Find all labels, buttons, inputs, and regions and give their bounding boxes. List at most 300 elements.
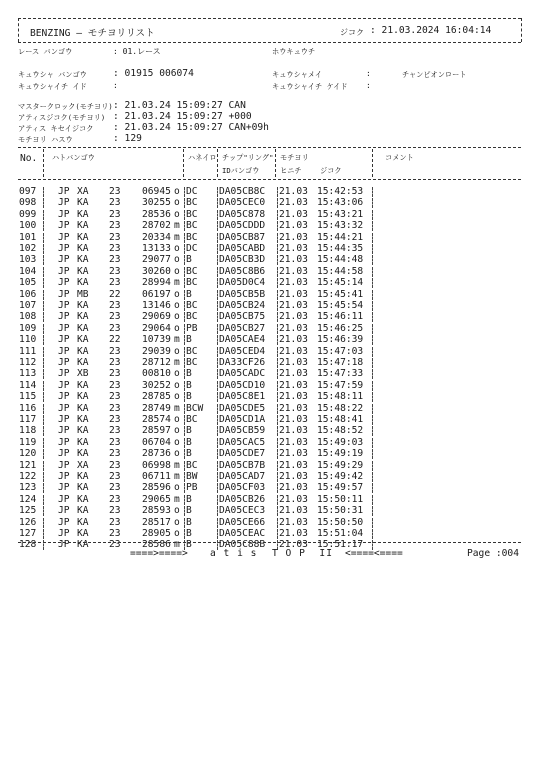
cell-date: 21.03: [279, 197, 308, 209]
cell-no: 128: [19, 539, 37, 551]
col-color-header: ハネイロ: [188, 153, 217, 162]
cell-date: 21.03: [279, 425, 308, 437]
loft-latitude-colon: :: [113, 81, 118, 90]
cell-chip-id: DA05D0C4: [219, 277, 266, 289]
cell-time: 15:50:31: [317, 505, 364, 517]
column-divider: [217, 221, 218, 231]
cell-date: 21.03: [279, 186, 308, 197]
cell-no: 116: [19, 402, 37, 414]
table-row: [0, 277, 540, 288]
column-divider: [372, 255, 373, 265]
cell-chip-id: DA05CAE4: [219, 334, 266, 346]
cell-chip-id: DA05CD10: [219, 379, 266, 391]
cell-sex: m: [174, 334, 180, 346]
cell-country: JP: [58, 265, 70, 277]
column-divider: [277, 324, 278, 334]
column-divider: [43, 358, 44, 368]
column-divider: [372, 472, 373, 482]
column-divider: [372, 198, 373, 208]
cell-time: 15:48:22: [317, 402, 364, 414]
column-divider: [184, 198, 185, 208]
column-divider: [217, 358, 218, 368]
cell-color: B: [186, 254, 192, 266]
cell-time: 15:50:50: [317, 516, 364, 528]
table-row: [0, 289, 540, 300]
column-divider: [217, 198, 218, 208]
cell-ring-number: 06197: [142, 288, 171, 300]
cell-country: JP: [58, 448, 70, 460]
column-divider: [43, 483, 44, 493]
column-divider: [217, 404, 218, 414]
column-divider: [184, 392, 185, 402]
cell-region: XA: [77, 186, 89, 197]
col-chip-header: チップ"リング": [222, 153, 274, 162]
cell-time: 15:43:21: [317, 208, 364, 220]
column-divider: [372, 529, 373, 539]
column-divider: [277, 426, 278, 436]
cell-year: 23: [109, 539, 121, 551]
column-divider: [184, 506, 185, 516]
header-divider: [43, 149, 44, 177]
cell-sex: o: [174, 391, 180, 403]
loft-name-value: チャンピオンロート: [402, 70, 467, 79]
column-divider: [43, 438, 44, 448]
cell-no: 123: [19, 482, 37, 494]
cell-sex: o: [174, 516, 180, 528]
cell-date: 21.03: [279, 505, 308, 517]
column-divider: [43, 312, 44, 322]
cell-country: JP: [58, 220, 70, 232]
cell-country: JP: [58, 402, 70, 414]
cell-date: 21.03: [279, 208, 308, 220]
column-divider: [43, 347, 44, 357]
column-divider: [277, 278, 278, 288]
column-divider: [184, 426, 185, 436]
table-row: [0, 482, 540, 493]
cell-region: KA: [77, 482, 89, 494]
cell-region: KA: [77, 322, 89, 334]
column-divider: [184, 255, 185, 265]
cell-year: 23: [109, 243, 121, 254]
cell-region: KA: [77, 414, 89, 425]
cell-ring-number: 13133: [142, 243, 171, 254]
cell-no: 106: [19, 288, 37, 300]
cell-color: BC: [186, 459, 198, 471]
cell-region: KA: [77, 402, 89, 414]
cell-time: 15:49:57: [317, 482, 364, 494]
column-divider: [43, 210, 44, 220]
cell-no: 113: [19, 368, 37, 380]
column-divider: [277, 347, 278, 357]
cell-chip-id: DA33CF26: [219, 357, 266, 368]
cell-date: 21.03: [279, 493, 308, 505]
column-divider: [184, 472, 185, 482]
cell-region: KA: [77, 345, 89, 357]
col-ring-header: ハトバンゴウ: [52, 153, 95, 162]
cell-date: 21.03: [279, 516, 308, 528]
cell-date: 21.03: [279, 220, 308, 232]
cell-date: 21.03: [279, 334, 308, 346]
cell-country: JP: [58, 425, 70, 437]
cell-time: 15:48:52: [317, 425, 364, 437]
column-divider: [184, 438, 185, 448]
cell-time: 15:44:58: [317, 265, 364, 277]
release-site-label: ホウキュウチ: [272, 47, 316, 56]
cell-sex: o: [174, 379, 180, 391]
cell-country: JP: [58, 436, 70, 448]
cell-date: 21.03: [279, 357, 308, 368]
cell-no: 103: [19, 254, 37, 266]
cell-time: 15:44:48: [317, 254, 364, 266]
table-top-rule: [18, 147, 521, 148]
column-divider: [372, 324, 373, 334]
column-divider: [43, 381, 44, 391]
column-divider: [43, 449, 44, 459]
column-divider: [277, 518, 278, 528]
column-divider: [217, 233, 218, 243]
table-row: [0, 368, 540, 379]
header-top-rule: [18, 18, 521, 19]
cell-time: 15:45:54: [317, 300, 364, 311]
cell-color: B: [186, 516, 192, 528]
cell-date: 21.03: [279, 402, 308, 414]
cell-time: 15:49:29: [317, 459, 364, 471]
cell-ring-number: 28586: [142, 539, 171, 551]
column-divider: [184, 404, 185, 414]
cell-chip-id: DA05CB59: [219, 425, 266, 437]
table-header-rule: [18, 179, 521, 180]
cell-no: 109: [19, 322, 37, 334]
cell-chip-id: DA05C8E1: [219, 391, 266, 403]
column-divider: [184, 381, 185, 391]
cell-color: B: [186, 368, 192, 380]
cell-region: KA: [77, 334, 89, 346]
cell-year: 23: [109, 231, 121, 243]
cell-country: JP: [58, 379, 70, 391]
table-row: [0, 505, 540, 516]
column-divider: [277, 369, 278, 379]
column-divider: [43, 290, 44, 300]
column-divider: [277, 483, 278, 493]
cell-color: B: [186, 425, 192, 437]
column-divider: [43, 198, 44, 208]
table-row: [0, 266, 540, 277]
cell-color: B: [186, 528, 192, 539]
cell-time: 15:43:06: [317, 197, 364, 209]
column-divider: [217, 324, 218, 334]
column-divider: [43, 426, 44, 436]
column-divider: [217, 312, 218, 322]
column-divider: [277, 506, 278, 516]
table-row: [0, 357, 540, 368]
column-divider: [184, 335, 185, 345]
column-divider: [43, 461, 44, 471]
cell-no: 126: [19, 516, 37, 528]
table-row: [0, 517, 540, 528]
cell-ring-number: 29069: [142, 311, 171, 323]
column-divider: [184, 221, 185, 231]
cell-chip-id: DA05CEC3: [219, 505, 266, 517]
atis-time-value: : 21.03.24 15:09:27 +000: [113, 111, 252, 122]
master-clock-label: マスタークロック(モチヨリ): [18, 102, 113, 111]
table-row: [0, 209, 540, 220]
cell-color: B: [186, 448, 192, 460]
column-divider: [277, 255, 278, 265]
column-divider: [277, 449, 278, 459]
cell-country: JP: [58, 345, 70, 357]
cell-chip-id: DA05CDE7: [219, 448, 266, 460]
cell-country: JP: [58, 322, 70, 334]
column-divider: [184, 267, 185, 277]
cell-year: 23: [109, 505, 121, 517]
column-divider: [277, 187, 278, 197]
column-divider: [217, 369, 218, 379]
cell-country: JP: [58, 277, 70, 289]
cell-ring-number: 28994: [142, 277, 171, 289]
cell-region: KA: [77, 425, 89, 437]
cell-time: 15:44:21: [317, 231, 364, 243]
cell-sex: o: [174, 197, 180, 209]
cell-region: KA: [77, 311, 89, 323]
cell-region: KA: [77, 516, 89, 528]
cell-year: 23: [109, 459, 121, 471]
cell-sex: o: [174, 505, 180, 517]
cell-chip-id: DA05CADC: [219, 368, 266, 380]
column-divider: [184, 233, 185, 243]
column-divider: [43, 267, 44, 277]
cell-chip-id: DA05CB8C: [219, 186, 266, 197]
cell-sex: o: [174, 368, 180, 380]
column-divider: [43, 221, 44, 231]
table-bottom-rule: [18, 542, 521, 543]
loft-latitude-label: キュウシャイチ イド: [18, 82, 87, 91]
column-divider: [372, 483, 373, 493]
footer-right-arrows: <====<====: [345, 548, 403, 559]
col-date-header: ヒニチ: [280, 166, 302, 175]
cell-color: BC: [186, 414, 198, 425]
cell-date: 21.03: [279, 254, 308, 266]
cell-ring-number: 28517: [142, 516, 171, 528]
cell-ring-number: 10739: [142, 334, 171, 346]
cell-chip-id: DA05CEAC: [219, 528, 266, 539]
cell-chip-id: DA05CB5B: [219, 288, 266, 300]
table-row: [0, 311, 540, 322]
print-time-label: ジコク: [340, 28, 364, 37]
column-divider: [277, 221, 278, 231]
column-divider: [277, 529, 278, 539]
column-divider: [372, 301, 373, 311]
cell-color: BC: [186, 311, 198, 323]
cell-chip-id: DA05CEC0: [219, 197, 266, 209]
column-divider: [184, 312, 185, 322]
cell-ring-number: 28597: [142, 425, 171, 437]
cell-year: 23: [109, 516, 121, 528]
cell-no: 101: [19, 231, 37, 243]
column-divider: [217, 187, 218, 197]
cell-color: BC: [186, 300, 198, 311]
column-divider: [277, 415, 278, 425]
column-divider: [372, 290, 373, 300]
column-divider: [43, 301, 44, 311]
header-divider: [217, 149, 218, 177]
column-divider: [184, 324, 185, 334]
column-divider: [217, 426, 218, 436]
cell-country: JP: [58, 539, 70, 551]
cell-sex: o: [174, 186, 180, 197]
race-number-value: : 01.レース: [113, 47, 161, 56]
arrival-count-value: : 129: [113, 133, 142, 144]
cell-ring-number: 28593: [142, 505, 171, 517]
column-divider: [184, 415, 185, 425]
footer-brand-top: T O P II: [272, 548, 333, 559]
column-divider: [277, 290, 278, 300]
cell-sex: o: [174, 311, 180, 323]
cell-year: 23: [109, 300, 121, 311]
cell-date: 21.03: [279, 436, 308, 448]
cell-sex: o: [174, 265, 180, 277]
column-divider: [184, 187, 185, 197]
table-row: [0, 391, 540, 402]
cell-ring-number: 06998: [142, 459, 171, 471]
column-divider: [43, 392, 44, 402]
cell-region: KA: [77, 391, 89, 403]
cell-ring-number: 28712: [142, 357, 171, 368]
column-divider: [184, 210, 185, 220]
cell-ring-number: 28536: [142, 208, 171, 220]
cell-color: PB: [186, 322, 198, 334]
cell-region: KA: [77, 277, 89, 289]
cell-date: 21.03: [279, 277, 308, 289]
cell-chip-id: DA05CAD7: [219, 471, 266, 482]
cell-no: 107: [19, 300, 37, 311]
column-divider: [372, 438, 373, 448]
cell-sex: o: [174, 254, 180, 266]
cell-chip-id: DA05CED4: [219, 345, 266, 357]
cell-country: JP: [58, 197, 70, 209]
cell-country: JP: [58, 459, 70, 471]
cell-sex: m: [174, 539, 180, 551]
column-divider: [43, 472, 44, 482]
cell-chip-id: DA05CDE5: [219, 402, 266, 414]
column-divider: [217, 210, 218, 220]
cell-no: 108: [19, 311, 37, 323]
cell-sex: o: [174, 482, 180, 494]
cell-color: B: [186, 436, 192, 448]
cell-ring-number: 06711: [142, 471, 171, 482]
column-divider: [277, 461, 278, 471]
cell-color: BC: [186, 231, 198, 243]
cell-ring-number: 30252: [142, 379, 171, 391]
column-divider: [184, 529, 185, 539]
cell-year: 23: [109, 197, 121, 209]
cell-time: 15:47:18: [317, 357, 364, 368]
cell-region: KA: [77, 379, 89, 391]
column-divider: [277, 210, 278, 220]
loft-longitude-label: キュウシャイチ ケイド: [272, 82, 348, 91]
column-divider: [277, 495, 278, 505]
column-divider: [184, 347, 185, 357]
cell-sex: m: [174, 459, 180, 471]
column-divider: [372, 449, 373, 459]
cell-region: KA: [77, 208, 89, 220]
table-row: [0, 380, 540, 391]
column-divider: [372, 312, 373, 322]
cell-region: KA: [77, 505, 89, 517]
cell-ring-number: 29064: [142, 322, 171, 334]
cell-no: 121: [19, 459, 37, 471]
column-divider: [372, 518, 373, 528]
column-divider: [217, 415, 218, 425]
cell-no: 100: [19, 220, 37, 232]
column-divider: [277, 472, 278, 482]
cell-time: 15:45:41: [317, 288, 364, 300]
column-divider: [217, 255, 218, 265]
cell-year: 23: [109, 254, 121, 266]
column-divider: [184, 369, 185, 379]
cell-time: 15:45:14: [317, 277, 364, 289]
cell-color: B: [186, 379, 192, 391]
column-divider: [43, 233, 44, 243]
table-row: [0, 471, 540, 482]
column-divider: [372, 506, 373, 516]
report-title: BENZING – モチヨリリスト: [30, 28, 155, 39]
column-divider: [372, 347, 373, 357]
cell-date: 21.03: [279, 379, 308, 391]
cell-region: KA: [77, 265, 89, 277]
cell-year: 23: [109, 414, 121, 425]
cell-no: 122: [19, 471, 37, 482]
cell-time: 15:49:19: [317, 448, 364, 460]
cell-year: 23: [109, 379, 121, 391]
cell-country: JP: [58, 311, 70, 323]
cell-region: MB: [77, 288, 89, 300]
cell-year: 23: [109, 402, 121, 414]
cell-time: 15:43:32: [317, 220, 364, 232]
cell-time: 15:46:25: [317, 322, 364, 334]
column-divider: [43, 404, 44, 414]
cell-no: 110: [19, 334, 37, 346]
table-row: [0, 448, 540, 459]
table-row: [0, 460, 540, 471]
cell-color: B: [186, 505, 192, 517]
cell-date: 21.03: [279, 265, 308, 277]
cell-sex: o: [174, 425, 180, 437]
column-divider: [277, 392, 278, 402]
atis-base-time-value: : 21.03.24 15:09:27 CAN+09h: [113, 122, 269, 133]
cell-no: 119: [19, 436, 37, 448]
column-divider: [277, 404, 278, 414]
cell-date: 21.03: [279, 368, 308, 380]
column-divider: [184, 483, 185, 493]
column-divider: [372, 210, 373, 220]
column-divider: [277, 267, 278, 277]
cell-year: 23: [109, 208, 121, 220]
cell-year: 23: [109, 368, 121, 380]
cell-year: 23: [109, 311, 121, 323]
column-divider: [372, 244, 373, 254]
print-time-value: : 21.03.2024 16:04:14: [370, 25, 492, 36]
column-divider: [217, 438, 218, 448]
cell-no: 102: [19, 243, 37, 254]
cell-no: 114: [19, 379, 37, 391]
cell-country: JP: [58, 505, 70, 517]
cell-country: JP: [58, 414, 70, 425]
cell-no: 097: [19, 186, 37, 197]
cell-year: 23: [109, 471, 121, 482]
cell-ring-number: 28596: [142, 482, 171, 494]
cell-color: BC: [186, 265, 198, 277]
table-row: [0, 437, 540, 448]
